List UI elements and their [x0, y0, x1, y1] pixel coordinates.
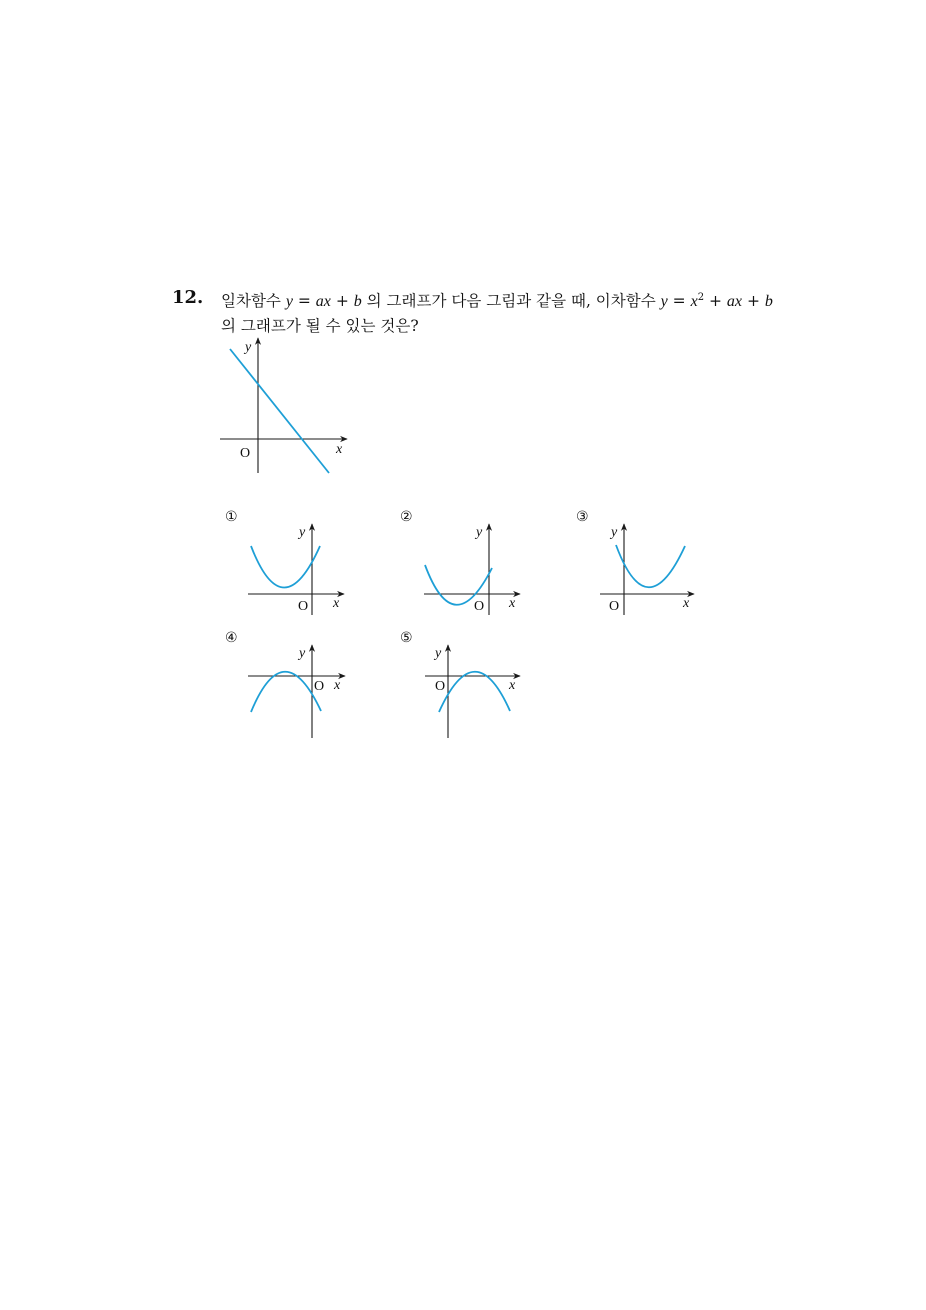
y-axis-label: y [299, 646, 306, 661]
question-text-run: + [330, 292, 354, 310]
origin-label: O [298, 599, 309, 614]
y-axis-label: y [435, 646, 442, 661]
origin-label: O [435, 679, 446, 694]
parabola-curve [251, 546, 320, 588]
math-variable: b [764, 293, 773, 310]
choice-5-marker: ⑤ [400, 630, 413, 646]
parabola-curve [616, 545, 685, 587]
choice-3-marker: ③ [576, 509, 589, 525]
question-text-line2: 의 그래프가 될 수 있는 것은? [221, 317, 419, 335]
choice-1-marker: ① [225, 509, 238, 525]
question-number: 12. [172, 287, 204, 308]
math-variable: ax [315, 293, 331, 310]
origin-label: O [240, 446, 251, 461]
math-variable: y [285, 293, 293, 310]
y-axis-label: y [476, 525, 483, 540]
math-variable: ax [726, 293, 743, 310]
question-text-run: = [667, 292, 691, 310]
x-axis-label: x [509, 596, 516, 611]
choice-2-marker: ② [400, 509, 413, 525]
origin-label: O [609, 599, 620, 614]
question-text-run: + [742, 292, 765, 310]
question-text-run: = [292, 292, 316, 310]
math-variable: x [690, 293, 698, 310]
question-text-run: 일차함수 [221, 292, 286, 310]
choice-4-marker: ④ [225, 630, 238, 646]
choice-3[interactable] [576, 509, 694, 615]
choice-1[interactable] [225, 509, 344, 615]
origin-label: O [474, 599, 485, 614]
question-text-run: + [704, 292, 727, 310]
x-axis-label: x [683, 596, 690, 611]
parabola-curve [251, 672, 321, 712]
x-axis-label: x [333, 596, 340, 611]
question-text-run: 의 그래프가 다음 그림과 같을 때, 이차함수 [361, 292, 661, 310]
parabola-curve [439, 672, 510, 712]
origin-label: O [314, 679, 325, 694]
y-axis-label: y [245, 340, 252, 355]
math-exponent: 2 [697, 292, 705, 303]
y-axis-label: y [299, 525, 306, 540]
x-axis-label: x [334, 678, 341, 693]
choice-2[interactable] [400, 509, 520, 615]
x-axis-label: x [509, 678, 516, 693]
y-axis-label: y [611, 525, 618, 540]
math-variable: b [353, 293, 362, 310]
choice-4[interactable] [225, 630, 345, 738]
math-variable: y [660, 293, 668, 310]
given-line-graph [220, 338, 347, 473]
choice-5[interactable] [400, 630, 520, 738]
x-axis-label: x [336, 442, 343, 457]
